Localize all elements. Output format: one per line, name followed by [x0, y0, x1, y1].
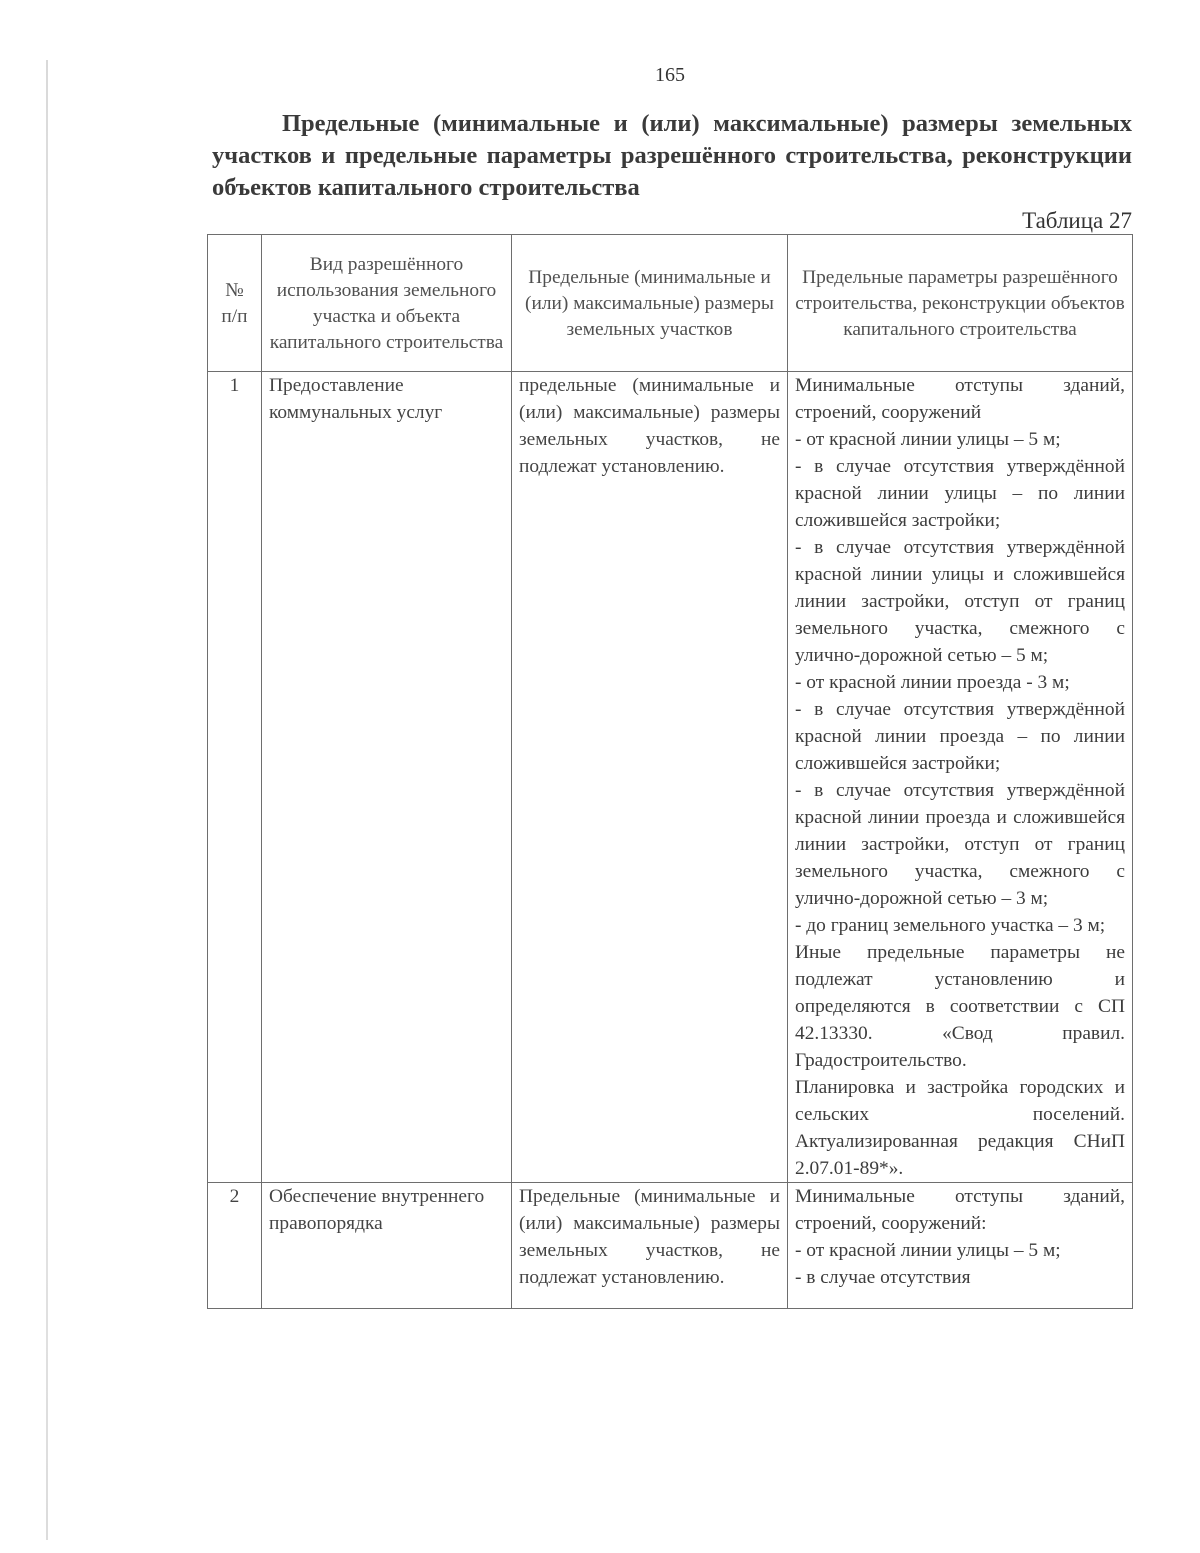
parameter-line: - в случае отсутствия — [795, 1267, 971, 1288]
page-number: 165 — [655, 64, 685, 86]
header-permitted-use: Вид разрешённого использования земельного участка и объекта капитального строительства — [262, 235, 512, 372]
document-title-text: Предельные (минимальные и (или) максимальные) размеры земельных участков и предельные параметры разрешённого строительства, реконструкции объектов капитального строительства — [212, 110, 1132, 201]
parameter-line: - в случае отсутствия утверждённой красной линии проезда и сложившейся линии застройки, отступ от границ земельного участка, смежного с улично-дорожной сетью – 3 м; — [795, 780, 1125, 909]
header-number: № п/п — [208, 235, 262, 372]
parameter-line: - в случае отсутствия утверждённой красной линии улицы – по линии сложившейся застройки; — [795, 456, 1125, 531]
document-title — [212, 108, 1132, 204]
parameter-line: - от красной линии проезда - 3 м; — [795, 672, 1070, 693]
row-number: 2 — [208, 1183, 262, 1309]
header-construction-parameters: Предельные параметры разрешённого строительства, реконструкции объектов капитального строительства — [788, 235, 1133, 372]
permitted-use-cell: Предоставление коммунальных услуг — [262, 372, 512, 1183]
parameter-line: Минимальные отступы зданий, строений, сооружений — [795, 375, 1125, 423]
scan-edge-shadow — [46, 60, 48, 1540]
table-row — [208, 1183, 1133, 1309]
table-caption: Таблица 27 — [1022, 208, 1132, 233]
plot-size-cell: предельные (минимальные и (или) максимальные) размеры земельных участков, не подлежат установлению. — [512, 372, 788, 1183]
parameter-line: - в случае отсутствия утверждённой красной линии проезда – по линии сложившейся застройки; — [795, 699, 1125, 774]
parameter-line: - от красной линии улицы – 5 м; — [795, 429, 1061, 450]
parameter-line: Планировка и застройка городских и сельских поселений. Актуализированная редакция СНиП 2.07.01-89*». — [795, 1077, 1125, 1179]
table-row — [208, 372, 1133, 1183]
table-header-row — [208, 235, 1133, 372]
parameter-line: Минимальные отступы зданий, строений, сооружений: — [795, 1186, 1125, 1234]
permitted-use-cell: Обеспечение внутреннего правопорядка — [262, 1183, 512, 1309]
parameter-line: Иные предельные параметры не подлежат установлению и определяются в соответствии с СП 42.13330. «Свод правил. Градостроительство. — [795, 942, 1125, 1071]
parameter-line: - от красной линии улицы – 5 м; — [795, 1240, 1061, 1261]
parameters-table — [207, 234, 1133, 1309]
parameters-cell — [788, 372, 1133, 1183]
plot-size-cell: Предельные (минимальные и (или) максимальные) размеры земельных участков, не подлежат установлению. — [512, 1183, 788, 1309]
parameter-line: - до границ земельного участка – 3 м; — [795, 915, 1106, 936]
parameters-cell — [788, 1183, 1133, 1309]
row-number: 1 — [208, 372, 262, 1183]
parameter-line: - в случае отсутствия утверждённой красной линии улицы и сложившейся линии застройки, отступ от границ земельного участка, смежного с улично-дорожной сетью – 5 м; — [795, 537, 1125, 666]
header-plot-size-limits: Предельные (минимальные и (или) максимальные) размеры земельных участков — [512, 235, 788, 372]
